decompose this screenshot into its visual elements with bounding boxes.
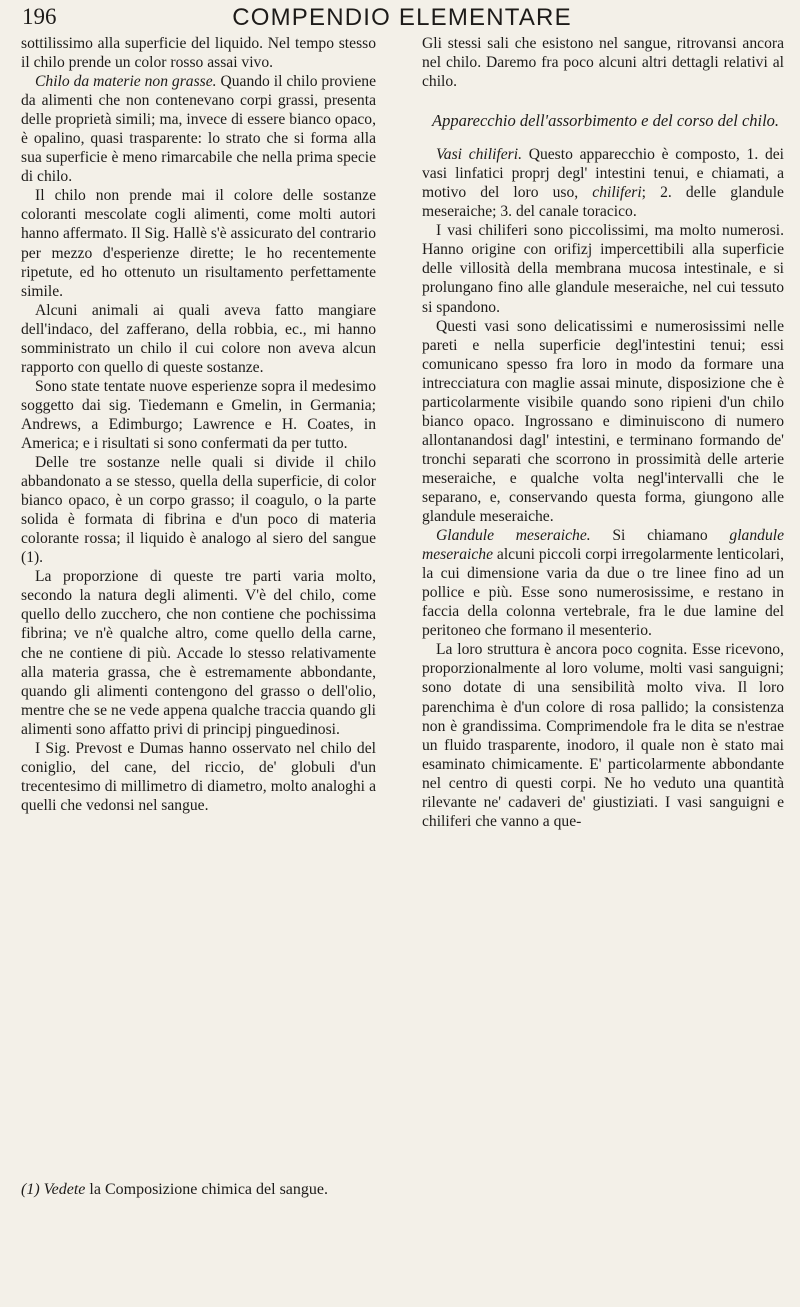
paragraph-text: Questo apparecchio è composto, 1. dei vasi linfatici proprj degl' intestini tenui, e chiamati, a motivo del loro uso,: [422, 146, 784, 202]
paragraph: [21, 72, 376, 186]
paragraph: I vasi chiliferi sono piccolissimi, ma molto numerosi. Hanno origine con orifizj impercettibili alla superficie delle villosità della membrana mucosa intestinale, e si prolungano fino alle glandule meseraiche, nel cui tessuto si spandono.: [422, 222, 784, 316]
footnote: [21, 1180, 401, 1199]
italic-term: chiliferi: [592, 184, 642, 202]
running-title: COMPENDIO ELEMENTARE: [232, 4, 572, 31]
paragraph: [422, 526, 784, 640]
paragraph-text: alcuni piccoli corpi irregolarmente lenticolari, la cui dimensione varia da due o tre linee fino ad un pollice e più. Esse sono numerosissime, e restano in faccia della colonna vertebrale, fra le due lamine del peritoneo che formano il mesenterio.: [422, 546, 784, 640]
paragraph-text: Quando il chilo proviene da alimenti che non contenevano corpi grassi, presenta delle proprietà simili; ma, invece di essere bianco opaco, è opalino, quasi trasparente: lo strato che si forma alla sua superficie è meno rimarcabile che nella prima specie di chilo.: [21, 73, 376, 186]
page-header: [22, 4, 782, 34]
footnote-marker: (1): [21, 1181, 44, 1198]
section-title: Glandule meseraiche.: [436, 527, 591, 545]
footnote-italic: Vedete: [43, 1181, 86, 1198]
paragraph: Sono state tentate nuove esperienze sopra il medesimo soggetto dai sig. Tiedemann e Gmelin, in Germania; Andrews, a Edimburgo; Lawrence e H. Coates, in America; e i risultati si sono confermati da per tutto.: [21, 377, 376, 452]
paragraph: sottilissimo alla superficie del liquido. Nel tempo stesso il chilo prende un color rosso assai vivo.: [21, 35, 376, 72]
page-number: 196: [22, 4, 57, 29]
section-title: Vasi chiliferi.: [436, 146, 522, 164]
italic-term: glandule meseraiche: [422, 527, 784, 564]
right-column: [422, 34, 784, 831]
paragraph-text: ; 2. delle glandule meseraiche; 3. del canale toracico.: [422, 184, 784, 221]
paragraph: [422, 145, 784, 221]
paragraph: Il chilo non prende mai il colore delle sostanze coloranti mescolate cogli alimenti, come molti autori hanno affermato. Il Sig. Hallè s'è assicurato del contrario per mezzo d'esperienze dirette; le ho recentemente ripetute, ed ho ottenuto un risultamento perfettamente simile.: [21, 187, 376, 300]
paragraph-text: Si chiamano: [590, 527, 730, 545]
footnote-text: la Composizione chimica del sangue.: [85, 1181, 329, 1198]
paragraph: Delle tre sostanze nelle quali si divide il chilo abbandonato a se stesso, quella della superficie, di color bianco opaco, è un corpo grasso; il coagulo, o la parte solida è formata di fibrina e d'un poco di materia colorante rossa; il liquido è analogo al siero del sangue (1).: [21, 454, 376, 567]
paragraph: La loro struttura è ancora poco cognita. Esse ricevono, proporzionalmente al loro volume, molti vasi sanguigni; sono dotate di una sensibilità molto viva. Il loro parenchima è d'un colore di rosa pallido; la consistenza non è grandissima. Comprimendole fra le dita se n'estrae un fluido trasparente, inodoro, il quale non è stato mai esaminato chimicamente. E' particolarmente abbondante nel centro di questi corpi. Ne ho veduto una quantità rilevante ne' cadaveri de' giustiziati. I vasi sanguigni e chiliferi che vanno a que-: [422, 641, 784, 830]
section-title: Chilo da materie non grasse.: [35, 73, 217, 91]
left-column: [21, 34, 376, 815]
section-heading: Apparecchio dell'assorbimento e del corso del chilo.: [432, 111, 780, 131]
paragraph: I Sig. Prevost e Dumas hanno osservato nel chilo del coniglio, del cane, del riccio, de' globuli d'un trecentesimo di millimetro di diametro, molto analoghi a quelli che vedonsi nel sangue.: [21, 739, 376, 814]
paragraph: Questi vasi sono delicatissimi e numerosissimi nelle pareti e nella superficie degl'intestini tenui; essi comunicano spesso fra loro in modo da formare una intrecciatura con maglie assai minute, disposizione che è particolarmente visibile quando sono ripieni d'un chilo bianco opaco. Ingrossano e diminuiscono di numero allontanandosi dagl' intestini, e terminano formando de' tronchi separati che scorrono in prossimità delle arterie meseraiche, e qualche volta negl'intervalli che le separano, e, conservando questa forma, giungono alle glandule meseraiche.: [422, 317, 784, 526]
paragraph: La proporzione di queste tre parti varia molto, secondo la natura degli alimenti. V'è del chilo, come quello dello zucchero, che non contiene che pochissima fibrina; ve n'è qualche altro, come quello della carne, che ne contiene di più. Accade lo stesso relativamente alla materia grassa, che è estremamente abbondante, quando gli alimenti contengono del grasso o dell'olio, mentre che se ne vede appena qualche traccia quando gli alimenti sono affatto privi di principj pinguedinosi.: [21, 568, 376, 738]
paragraph: Alcuni animali ai quali aveva fatto mangiare dell'indaco, del zafferano, della robbia, ec., mi hanno somministrato un chilo il cui colore non aveva alcun rapporto con quello di queste sostanze.: [21, 301, 376, 376]
paragraph: Gli stessi sali che esistono nel sangue, ritrovansi ancora nel chilo. Daremo fra poco alcuni altri dettagli relativi al chilo.: [422, 35, 784, 91]
